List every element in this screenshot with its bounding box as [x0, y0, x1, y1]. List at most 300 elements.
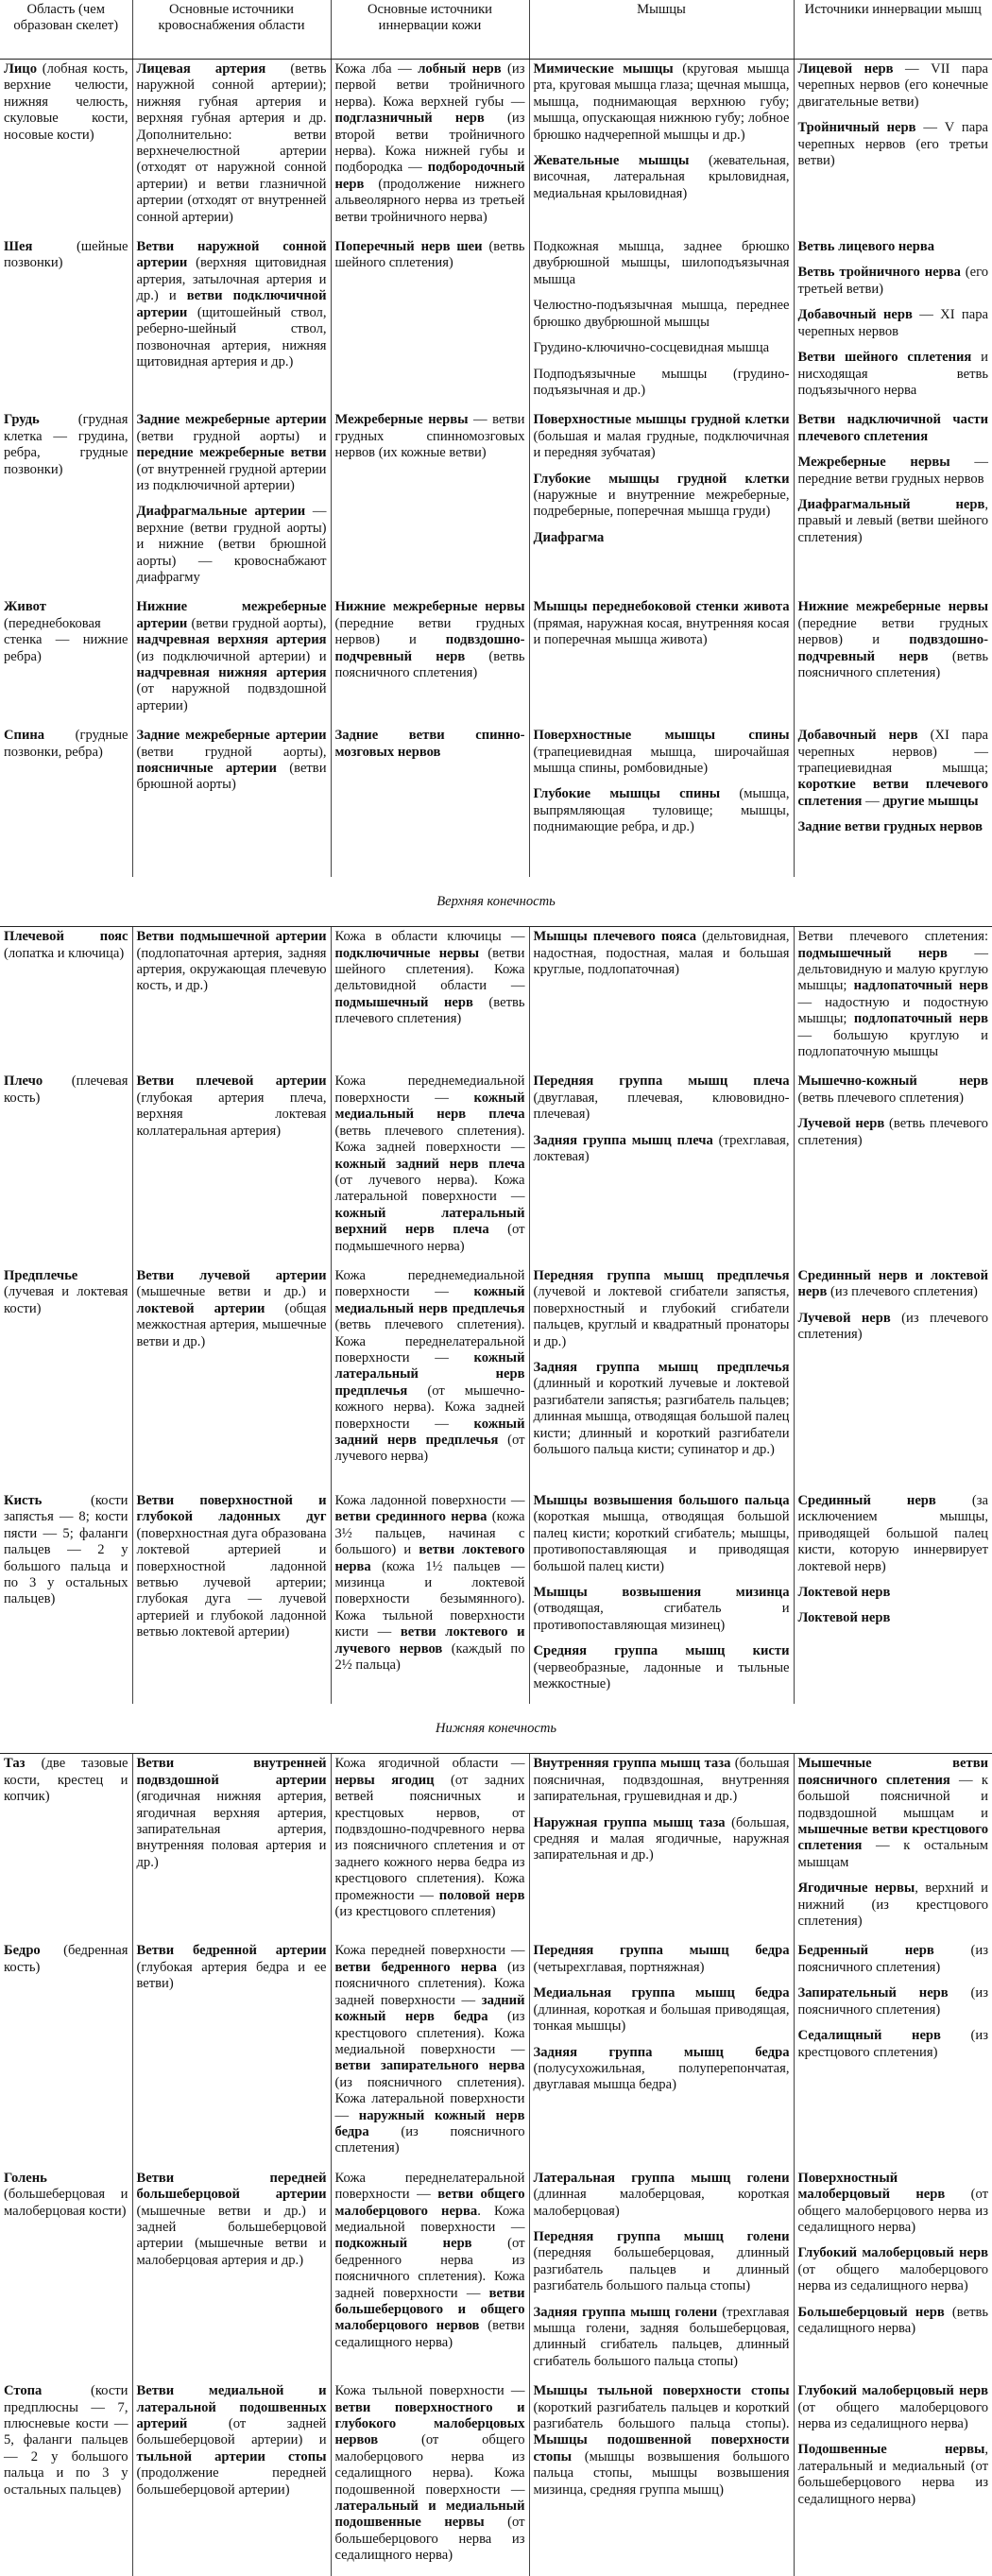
cell-paragraph [534, 472, 790, 521]
term-bold: Ветви лучевой артерии [136, 1267, 327, 1283]
text-run: (трапециевидная мышца, широчайшая мышца спины, ромбовидные) [533, 744, 790, 777]
cell-paragraph [798, 120, 989, 169]
text-run: (кожа 1½ пальцев — мизинца и локтевой поверхности безымянного). Кожа тыльной поверхности кисти — [334, 1558, 525, 1640]
term-bold: Задние ветви грудных нервов [797, 819, 983, 835]
term-bold: подвздошно-подчревный нерв [334, 632, 525, 664]
text-run: — V пара черепных нервов (его третьи ветви) [797, 120, 988, 169]
term-bold: Плечо [4, 1073, 43, 1090]
cell-paragraph [798, 1311, 989, 1344]
section-title: Верхняя конечность [0, 877, 992, 927]
text-run: Кожа ладонной поверхности — [334, 1492, 525, 1508]
cell-blood-supply [132, 237, 331, 410]
cell-paragraph [534, 2383, 790, 2499]
text-run: (из поясничного сплетения) [334, 2123, 525, 2156]
term-bold: Поверхностный малоберцовый нерв [797, 2170, 946, 2203]
cell-paragraph [534, 2305, 790, 2371]
text-run: (продолжение нижнего альвеолярного нерва из третьей ветви тройничного нерва) [334, 176, 525, 225]
table-header-row [0, 0, 992, 60]
term-bold: Запирательный нерв [797, 1985, 949, 2001]
text-run: Кожа переднемедиальной поверхности — [334, 1073, 525, 1106]
term-bold: нервы ягодиц [334, 1772, 435, 1788]
cell-paragraph [335, 412, 525, 461]
cell-muscles [529, 237, 794, 410]
cell-paragraph [798, 1943, 989, 1976]
cell-paragraph [335, 239, 525, 272]
cell-paragraph [798, 2305, 989, 2338]
term-bold: кожный латеральный верхний нерв плеча [334, 1205, 525, 1238]
cell-blood-supply [132, 2169, 331, 2381]
cell-paragraph [4, 412, 128, 478]
cell-blood-supply [132, 1754, 331, 1942]
cell-region [0, 1941, 132, 2168]
text-run: (от внутренней грудной артерии из подключичной артерии) [136, 461, 327, 493]
text-run: (из плечевого сплетения) [827, 1284, 978, 1300]
section-title: Нижняя конечность [0, 1704, 992, 1754]
table-row [0, 2169, 992, 2381]
term-bold: подлопаточный нерв [853, 1011, 988, 1027]
term-bold: Срединный нерв [797, 1492, 936, 1508]
text-run: (трехглавая, локтевая) [533, 1132, 790, 1165]
term-bold: Лучевой нерв [797, 1116, 885, 1132]
term-bold: наружный кожный нерв бедра [334, 2107, 525, 2139]
cell-paragraph [534, 2045, 790, 2094]
text-run: (передняя большеберцовая, длинный разгибатель пальцев и длинный разгибатель большого пальца стопы) [533, 2245, 790, 2294]
cell-paragraph [137, 412, 327, 494]
text-run: (полусухожильная, полуперепончатая, двуглавая мышца бедра) [533, 2060, 790, 2093]
text-run: (от лучевого нерва) [334, 1433, 525, 1465]
term-bold: Ветви плечевой артерии [136, 1073, 327, 1090]
text-run: (ветвь шейного сплетения) [334, 239, 525, 271]
text-run: (от общего малоберцового нерва из седалищного нерва). Кожа подошвенной поверхности — [334, 2432, 525, 2498]
cell-region [0, 1072, 132, 1265]
text-run: , правый и левый (ветви шейного сплетения) [797, 496, 988, 545]
term-bold: Плечевой пояс [4, 929, 128, 945]
term-bold: Передняя группа мышц голени [533, 2228, 790, 2244]
cell-paragraph [798, 929, 989, 1060]
table-row [0, 597, 992, 726]
text-run: (его третьей ветви) [797, 265, 988, 297]
term-bold: Локтевой нерв [797, 1610, 891, 1626]
text-run: Кожа тыльной поверхности — [334, 2383, 525, 2399]
term-bold: Седалищный нерв [797, 2028, 941, 2044]
term-bold: Мимические мышцы [533, 61, 674, 77]
term-bold: Предплечье [4, 1267, 78, 1283]
text-run: (мышца, выпрямляющая туловище; мышцы, поднимающие ребра, и др.) [533, 786, 790, 835]
term-bold: Диафрагмальный нерв [797, 496, 985, 512]
term-bold: Добавочный нерв [797, 728, 918, 744]
cell-skin-innervation [331, 2169, 529, 2381]
text-run: (от наружной подвздошной артерии) [136, 681, 327, 713]
cell-blood-supply [132, 597, 331, 726]
cell-muscles [529, 2381, 794, 2575]
cell-skin-innervation [331, 597, 529, 726]
cell-muscle-innervation [794, 2169, 992, 2381]
text-run: (ветви грудной аорты) и [136, 428, 327, 444]
cell-blood-supply [132, 2381, 331, 2575]
term-bold: Межреберные нервы [334, 412, 469, 428]
term-bold: ветви бедренного нерва [334, 1959, 497, 1975]
text-run: (лопатка и ключица) [4, 945, 125, 961]
term-bold: Задние межреберные артерии [136, 412, 327, 428]
text-run: (кости предплюсны — 7, плюсневые кости — 5, фаланги пальцев — 2 у большого пальца и по 3 у остальных пальцев) [4, 2383, 128, 2498]
term-bold: Ветви надключичной части плечевого сплетения [797, 412, 988, 444]
term-bold: Спина [4, 728, 45, 744]
text-run: (мышечные ветви и др.) и [136, 1284, 327, 1300]
cell-region [0, 1266, 132, 1491]
cell-paragraph [534, 340, 790, 356]
cell-paragraph [534, 786, 790, 835]
table-row [0, 1266, 992, 1491]
text-run: (наружные и внутренние межреберные, подреберные, поперечная мышца груди) [533, 487, 790, 520]
table-row [0, 237, 992, 410]
term-bold: Ягодичные нервы [797, 1880, 915, 1897]
term-bold: Живот [4, 599, 46, 615]
term-bold: Средняя группа мышц кисти [533, 1643, 790, 1659]
cell-region [0, 1754, 132, 1942]
text-run: (прямая, наружная косая, внутренняя косая и поперечная мышца живота) [533, 615, 790, 648]
cell-paragraph [534, 1133, 790, 1166]
term-bold: подмышечный нерв [334, 994, 473, 1010]
cell-blood-supply [132, 726, 331, 877]
cell-paragraph [798, 1585, 989, 1601]
text-run: (мышечные ветви и др.) и задней большеберцовой артерии (мышечные ветви и малоберцовая артерия и др.) [136, 2203, 327, 2268]
text-run: — XI пара черепных нервов [797, 307, 988, 339]
text-run: (ветвь седалищного нерва) [797, 2304, 988, 2336]
term-bold: Передняя группа мышц предплечья [533, 1267, 790, 1283]
term-bold: лобный нерв [418, 61, 502, 77]
cell-paragraph [798, 455, 989, 488]
text-run: (ветви седалищного нерва) [334, 2318, 525, 2350]
cell-blood-supply [132, 1266, 331, 1491]
text-run: (ветвь плечевого сплетения) [797, 1090, 964, 1106]
term-bold: Поверхностные мышцы спины [533, 728, 790, 744]
cell-paragraph [335, 1073, 525, 1254]
cell-muscles [529, 1072, 794, 1265]
term-bold: Подошвенные нервы [797, 2442, 985, 2458]
term-bold: кожный медиальный нерв предплечья [334, 1284, 525, 1316]
text-run: (круговая мышца рта, круговая мышца глаза; щечная мышца, мышца, поднимающая верхнюю губу; мышца, опускающая нижнюю губу; лобное брюшко надчерепной мышцы и др.) [533, 61, 790, 143]
term-bold: Задняя группа мышц предплечья [533, 1359, 790, 1375]
text-run: — к большой поясничной и подвздошной мышцам и [797, 1772, 989, 1821]
cell-region [0, 597, 132, 726]
cell-muscles [529, 2169, 794, 2381]
term-bold: мышечные ветви крестцового сплетения [797, 1822, 988, 1854]
header-muscles: Мышцы [529, 0, 794, 60]
text-run: — большую круглую и подлопаточную мышцы [797, 1027, 988, 1060]
cell-muscle-innervation [794, 1266, 992, 1491]
text-run: (трехглавая мышца голени, задняя большеберцовая, длинный сгибатель пальцев, длинный сгибатель большого пальца стопы) [533, 2304, 790, 2369]
cell-paragraph [798, 599, 989, 681]
text-run: Челюстно-подъязычная мышца, переднее брюшко двубрюшной мышцы [533, 298, 790, 330]
cell-paragraph [798, 1610, 989, 1626]
term-bold: Кисть [4, 1492, 43, 1508]
cell-muscle-innervation [794, 726, 992, 877]
cell-paragraph [798, 497, 989, 546]
term-bold: Жевательные мышцы [533, 153, 690, 169]
text-run: (из поясничного сплетения) [797, 1943, 988, 1975]
text-run: Кожа ягодичной области — [334, 1756, 525, 1772]
text-run: (от общего малоберцового нерва из седалищного нерва) [797, 2399, 988, 2432]
cell-paragraph [534, 1073, 790, 1123]
text-run: (ветви грудной аорты), [136, 744, 327, 760]
text-run: (ягодичная нижняя артерия, ягодичная верхняя артерия, запирательная артерия, внутренняя половая артерия и др.) [136, 1789, 327, 1870]
text-run: Ветви плечевого сплетения: [797, 929, 988, 945]
term-bold: Нижние межреберные нервы [334, 599, 525, 615]
text-run: (переднебоковая стенка — нижние ребра) [4, 615, 128, 664]
term-bold: ветви общего малоберцового нерва [334, 2187, 525, 2219]
cell-muscle-innervation [794, 1072, 992, 1265]
text-run: — к остальным мышцам [797, 1838, 988, 1870]
text-run: (большеберцовая и малоберцовая кости) [4, 2187, 128, 2219]
cell-paragraph [335, 2383, 525, 2564]
cell-paragraph [534, 599, 790, 648]
cell-paragraph [137, 61, 327, 226]
text-run: (поверхностная дуга образована локтевой артерией и поверхностной ладонной ветвью лучевой артерии; глубокая дуга — лучевой артерией и глубокой ладонной ветвью локтевой артерии) [136, 1525, 327, 1640]
cell-paragraph [4, 1268, 128, 1317]
cell-paragraph [798, 1985, 989, 2018]
header-muscle-innervation: Источники иннервации мышц [794, 0, 992, 60]
text-run: (большая поясничная, подвздошная, внутренняя запирательная, грушевидная и др.) [533, 1756, 790, 1805]
text-run: (от задней большеберцовой артерии) и [136, 2416, 327, 2448]
cell-paragraph [534, 239, 790, 288]
cell-region [0, 2381, 132, 2575]
cell-muscle-innervation [794, 597, 992, 726]
term-bold: Тройничный нерв [797, 120, 916, 136]
text-run: (от мышечно-кожного нерва). Кожа задней поверхности — [334, 1382, 525, 1432]
text-run: (жевательная, височная, латеральная крыловидная, медиальная крыловидная) [533, 153, 790, 201]
cell-skin-innervation [331, 1754, 529, 1942]
term-bold: локтевой артерии [136, 1300, 265, 1316]
text-run: Кожа лба — [334, 61, 419, 77]
cell-blood-supply [132, 1941, 331, 2168]
cell-paragraph [137, 504, 327, 586]
term-bold: Глубокие мышцы грудной клетки [533, 471, 790, 487]
text-run: (короткий разгибатель пальцев и короткий разгибатель большого пальца стопы). [533, 2399, 790, 2432]
cell-skin-innervation [331, 237, 529, 410]
cell-paragraph [137, 239, 327, 370]
text-run: (четырехглавая, портняжная) [533, 1959, 705, 1975]
cell-skin-innervation [331, 1491, 529, 1704]
cell-paragraph [534, 61, 790, 144]
term-bold: Передняя группа мышц бедра [533, 1943, 790, 1959]
cell-paragraph [4, 1943, 128, 1976]
term-bold: подглазничный нерв [334, 111, 485, 127]
term-bold: Мышечно-кожный нерв [797, 1073, 988, 1090]
cell-region [0, 1491, 132, 1704]
term-bold: Лучевой нерв [797, 1310, 891, 1326]
text-run: (XI пара черепных нервов) — трапециевидная мышца; [797, 728, 988, 777]
text-run: (лучевой и локтевой сгибатели запястья, поверхностный и глубокий сгибатели пальцев, круглый и квадратный пронаторы и др.) [533, 1284, 790, 1349]
cell-paragraph [534, 412, 790, 461]
text-run: (из подключичной артерии) и [136, 648, 327, 664]
cell-paragraph [798, 728, 989, 810]
cell-paragraph [4, 239, 128, 272]
cell-muscle-innervation [794, 237, 992, 410]
text-run: (длинная, короткая и большая приводящая, тонкая мышцы) [533, 2001, 790, 2035]
text-run: Подкожная мышца, заднее брюшко двубрюшной мышцы, шилоподъязычная мышца [533, 239, 790, 287]
text-run: Кожа переднелатеральной поверхности — [334, 2170, 525, 2203]
text-run: (ветви брюшной аорты) [136, 761, 327, 793]
text-run: (из крестцового сплетения) [334, 1904, 496, 1920]
cell-paragraph [4, 1493, 128, 1608]
text-run: (от бедренного нерва из поясничного сплетения). Кожа задней поверхности — [334, 2236, 525, 2301]
term-bold: задний кожный нерв бедра [334, 1992, 525, 2025]
text-run: (щитошейный ствол, реберно-шейный ствол, позвоночная артерия, нижняя щитовидная артерия и др.) [136, 304, 327, 369]
text-run: (ветвь плечевого сплетения). Кожа переднелатеральной поверхности — [334, 1317, 525, 1365]
cell-paragraph [534, 1985, 790, 2035]
cell-paragraph [798, 1756, 989, 1871]
cell-skin-innervation [331, 726, 529, 877]
text-run: (плечевая кость) [4, 1073, 128, 1106]
text-run: (длинный и короткий лучевые и локтевой разгибатели запястья; разгибатель пальцев; длинная мышца, отводящая большой палец кисти; длинный и короткий разгибатели большого пальца кисти; супинатор и др.) [533, 1376, 790, 1457]
cell-paragraph [534, 728, 790, 777]
term-bold: Нижние межреберные артерии [136, 599, 327, 631]
text-run: (большая, средняя и малая ягодичные, наружная запирательная и др.) [533, 1814, 790, 1863]
text-run: (лобная кость, верхние челюсти, нижняя челюсть, скуловые кости, носовые кости) [4, 61, 128, 143]
term-bold: ветви локтевого и лучевого нервов [334, 1624, 525, 1657]
cell-paragraph [335, 2171, 525, 2351]
term-bold: Ветви передней большеберцовой артерии [136, 2170, 327, 2203]
text-run: — [862, 793, 883, 809]
term-bold: Поверхностные мышцы грудной клетки [533, 412, 790, 428]
text-run: Кожа переднемедиальной поверхности — [334, 1267, 525, 1300]
text-run: Кожа передней поверхности — [334, 1943, 525, 1959]
term-bold: Ветви бедренной артерии [136, 1943, 327, 1959]
cell-paragraph [534, 1493, 790, 1575]
term-bold: Задние ветви спинно-мозговых нервов [334, 728, 525, 760]
term-bold: Наружная группа мышц таза [533, 1814, 726, 1830]
text-run: (от общего малоберцового нерва из седалищного нерва) [797, 2187, 988, 2235]
text-run: (от общего малоберцового нерва из седалищного нерва) [797, 2261, 988, 2294]
table-row [0, 1491, 992, 1704]
text-run: (из поясничного сплетения). Кожа латеральной поверхности — [334, 2074, 525, 2123]
term-bold: Голень [4, 2170, 47, 2186]
term-bold: Глубокий малоберцовый нерв [797, 2383, 988, 2399]
text-run: (из поясничного сплетения) [797, 1985, 988, 2018]
term-bold: Внутренняя группа мышц таза [533, 1756, 731, 1772]
text-run: (дельтовидная, надостная, подостная, малая и большая круглые, подлопаточная) [533, 929, 790, 978]
text-run: Кожа в области ключицы — [334, 929, 525, 945]
term-bold: Бедро [4, 1943, 41, 1959]
text-run: (из второй ветви тройничного нерва). Кожа нижней губы и подбородка — [334, 111, 525, 176]
text-run: — ветви грудных спинномозговых нервов (их кожные ветви) [334, 412, 525, 461]
term-bold: Лицо [4, 61, 37, 77]
term-bold: Срединный нерв и локтевой нерв [797, 1267, 988, 1300]
cell-paragraph [335, 929, 525, 1027]
text-run: (передние ветви грудных нервов) и [334, 615, 525, 648]
text-run: (лучевая и локтевая кости) [4, 1284, 128, 1316]
cell-muscles [529, 1754, 794, 1942]
term-bold: кожный латеральный нерв предплечья [334, 1349, 525, 1399]
text-run: (двуглавая, плечевая, клювовидно-плечевая) [533, 1090, 790, 1123]
header-blood-supply: Основные источники кровоснабжения области [132, 0, 331, 60]
text-run: , верхний и нижний (из крестцового сплетения) [797, 1880, 988, 1930]
cell-paragraph [534, 153, 790, 202]
term-bold: подключичные нервы [334, 945, 480, 961]
cell-muscle-innervation [794, 1754, 992, 1942]
text-run: — дельтовидную и малую круглую мышцы; [797, 945, 988, 994]
term-bold: Мышцы возвышения мизинца [533, 1584, 790, 1600]
text-run: (короткая мышца, отводящая большой палец кисти; короткий сгибатель; мышцы, противопоставляющая и приводящая большой палец кисти) [533, 1509, 790, 1574]
term-bold: Мышцы возвышения большого пальца [533, 1492, 790, 1508]
header-region: Область (чем образован скелет) [0, 0, 132, 60]
cell-paragraph [137, 1943, 327, 1992]
text-run: (ветвь плечевого сплетения) [797, 1116, 988, 1148]
term-bold: Шея [4, 239, 33, 255]
cell-region [0, 927, 132, 1073]
text-run: (ветвь наружной сонной артерии); нижняя губная артерия и верхняя губная артерия и др. Дополнительно: ветви верхнечелюстной артерии (отходят от наружной сонной артерии) и ветви глазничной артерии (отходят от внутренней сонной артерии) [136, 61, 327, 225]
text-run: (кости запястья — 8; кости пясти — 5; фаланги пальцев — 2 у большого пальца и по 3 у остальных пальцев) [4, 1492, 128, 1607]
cell-paragraph [534, 1360, 790, 1458]
text-run: (из крестцового сплетения) [797, 2028, 988, 2060]
cell-paragraph [798, 265, 989, 298]
term-bold: Диафрагма [533, 529, 605, 545]
cell-paragraph [798, 239, 989, 255]
term-bold: другие мышцы [882, 793, 979, 809]
cell-paragraph [137, 2383, 327, 2499]
cell-paragraph [798, 412, 989, 445]
cell-paragraph [137, 1756, 327, 1871]
cell-paragraph [798, 61, 989, 111]
term-bold: тыльной артерии стопы [136, 2448, 327, 2464]
term-bold: Задняя группа мышц плеча [533, 1132, 713, 1148]
text-run: (ветвь плечевого сплетения) [334, 994, 525, 1027]
text-run: (верхняя щитовидная артерия, затылочная артерия и др.) и [136, 255, 327, 304]
cell-region [0, 237, 132, 410]
term-bold: Добавочный нерв [797, 307, 913, 323]
term-bold: кожный медиальный нерв плеча [334, 1090, 525, 1123]
term-bold: половой нерв [438, 1887, 525, 1903]
term-bold: ветви срединного нерва [334, 1509, 487, 1525]
text-run: (большая и малая грудные, подключичная и передняя зубчатая) [533, 428, 790, 461]
cell-blood-supply [132, 1491, 331, 1704]
table-row [0, 60, 992, 238]
term-bold: Грудь [4, 412, 40, 428]
term-bold: надчревная нижняя артерия [136, 665, 327, 680]
term-bold: Межреберные нервы [797, 455, 950, 471]
term-bold: Ветви наружной сонной артерии [136, 239, 327, 271]
term-bold: Стопа [4, 2383, 43, 2399]
cell-blood-supply [132, 1072, 331, 1265]
text-run: (из поясничного сплетения). Кожа задней поверхности — [334, 1959, 525, 2008]
cell-paragraph [534, 298, 790, 331]
text-run: (глубокая артерия плеча, верхняя локтевая коллатеральная артерия) [136, 1090, 327, 1139]
cell-muscle-innervation [794, 1941, 992, 2168]
term-bold: Мышцы плечевого пояса [533, 929, 697, 945]
term-bold: ветви локтевого нерва [334, 1542, 525, 1574]
term-bold: ветви поверхностного и глубокого малоберцовых нервов [334, 2399, 525, 2448]
text-run: (ветви шейного сплетения). Кожа дельтовидной области — [334, 945, 525, 994]
cell-paragraph [534, 1756, 790, 1805]
text-run: и нисходящая ветвь подъязычного нерва [797, 350, 988, 398]
header-skin-innervation: Основные источники иннервации кожи [331, 0, 529, 60]
text-run: (кожа 3½ пальцев, начиная с большого) и [334, 1509, 525, 1558]
cell-paragraph [335, 1493, 525, 1674]
text-run: — передние ветви грудных нервов [797, 455, 988, 487]
cell-paragraph [335, 61, 525, 226]
section-heading-row [0, 877, 992, 927]
term-bold: Бедренный нерв [797, 1943, 934, 1959]
text-run: (мышцы возвышения большого пальца стопы, мышцы возвышения мизинца, средняя группа мышц) [533, 2448, 790, 2498]
term-bold: Лицевая артерия [136, 61, 266, 77]
text-run: . Кожа медиальной поверхности — [334, 2203, 525, 2235]
cell-skin-innervation [331, 927, 529, 1073]
cell-blood-supply [132, 410, 331, 597]
cell-muscles [529, 1266, 794, 1491]
text-run: (каждый по 2½ пальца) [334, 1640, 525, 1673]
text-run: (от задних ветвей поясничных и крестцовых нервов, от подвздошно-подчревного нерва из поясничного сплетения и от заднего кожного нерва бедра из крестцового сплетения). Кожа промежности — [334, 1772, 525, 1903]
cell-blood-supply [132, 927, 331, 1073]
